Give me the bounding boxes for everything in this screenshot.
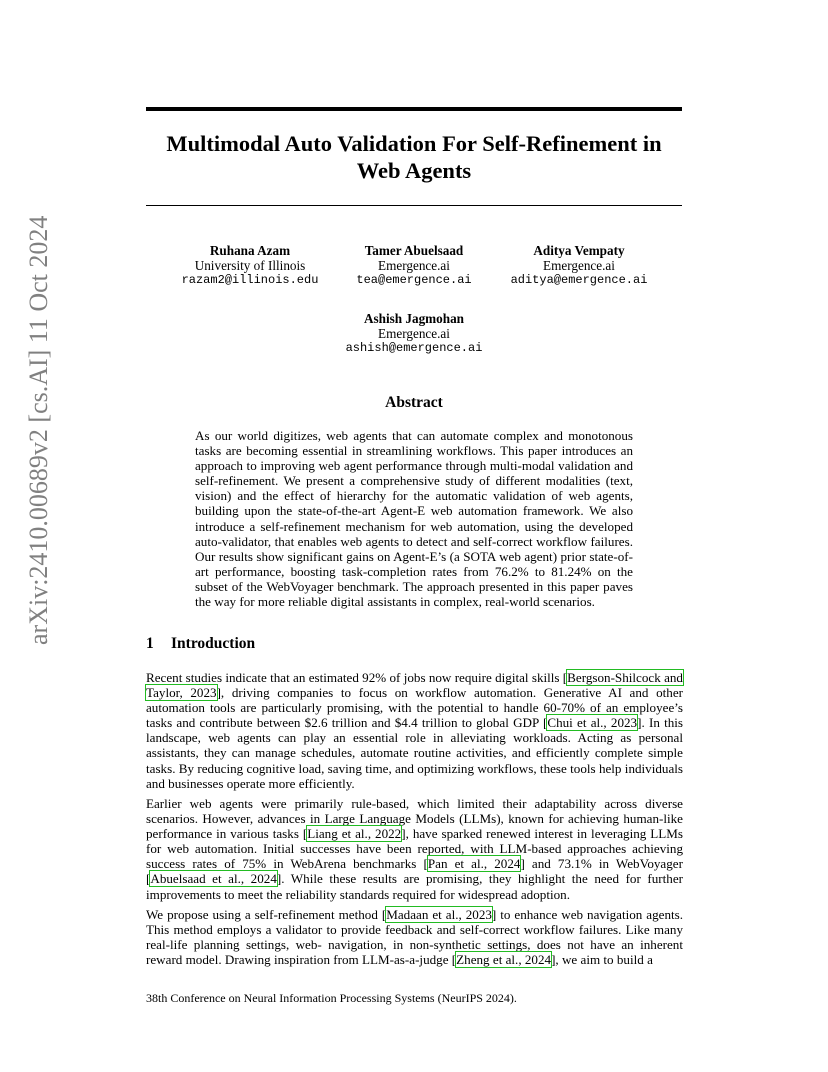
author-email[interactable]: ashish@emergence.ai <box>345 341 483 355</box>
author-name: Ruhana Azam <box>209 243 291 258</box>
author-name: Aditya Vempaty <box>533 243 625 258</box>
section-heading <box>146 635 255 653</box>
author-block <box>474 243 684 288</box>
author-email[interactable]: tea@emergence.ai <box>356 273 472 287</box>
author-affiliation: Emergence.ai <box>378 258 450 273</box>
intro-paragraph-1 <box>146 670 683 791</box>
title-line-2: Web Agents <box>356 158 472 183</box>
author-email[interactable]: aditya@emergence.ai <box>510 273 648 287</box>
paragraph-text: Recent studies indicate that an estimated 92% of jobs now require digital skills [ <box>146 670 568 685</box>
citation-link[interactable]: Liang et al., 2022 <box>307 826 402 842</box>
intro-paragraph-2 <box>146 796 683 902</box>
author-name: Tamer Abuelsaad <box>364 243 464 258</box>
author-email[interactable]: razam2@illinois.edu <box>181 273 319 287</box>
title-bottom-rule <box>146 205 682 206</box>
paragraph-text: ]. In this landscape, web agents can play an essential role in alleviating workloads. Acting as personal assistants, they can manage schedules, automate routine activities, and efficiently complete simple tasks. By reducing cognitive load, saving time, and optimizing workflows, these tools help individuals and businesses operate more efficiently. <box>146 715 683 791</box>
citation-link[interactable]: Bergson-Shilcock and Taylor, 2023 <box>146 670 683 701</box>
paragraph-text: ] and 73.1% in WebVoyager [ <box>146 856 683 887</box>
author-affiliation: Emergence.ai <box>378 326 450 341</box>
paragraph-text: ], we aim to build a <box>551 952 653 968</box>
section-title: Introduction <box>171 635 256 652</box>
paragraph-text: ] to enhance web navigation agents. This method employs a validator to provide feedback and self-correct workflow failures. Like many real-life planning settings, web- navigation, in non-synthetic settings, does not have an inherent reward model. Drawing inspiration from LLM-as-a-judge [ <box>146 907 684 968</box>
author-name: Ashish Jagmohan <box>363 311 465 326</box>
author-affiliation: Emergence.ai <box>543 258 615 273</box>
author-block <box>309 311 519 356</box>
intro-paragraph-3 <box>146 907 683 967</box>
arxiv-identifier-stamp: arXiv:2410.00689v2 [cs.AI] 11 Oct 2024 <box>24 215 53 645</box>
conference-footnote: 38th Conference on Neural Information Processing Systems (NeurIPS 2024). <box>146 991 517 1005</box>
title-top-rule <box>146 107 682 111</box>
abstract-text: As our world digitizes, web agents that can automate complex and monotonous tasks are becoming essential in streamlining workflows. This paper introduces an approach to improving web agent performance through multi-modal validation and self-refinement. We present a comprehensive study of different modalities (text, vision) and the effect of hierarchy for the automatic validation of web agents, building upon the state-of-the-art Agent-E web automation framework. We also introduce a self-refinement mechanism for web automation, using the developed auto-validator, that enables web agents to detect and self-correct workflow failures. Our results show significant gains on Agent-E’s (a SOTA web agent) prior state-of-art performance, boosting task-completion rates from 76.2% to 81.24% on the subset of the WebVoyager benchmark. The approach presented in this paper paves the way for more reliable digital assistants in complex, real-world scenarios. <box>195 428 633 610</box>
citation-link[interactable]: Madaan et al., 2023 <box>386 907 492 922</box>
paragraph-text: Earlier web agents were primarily rule-based, which limited their adaptability across diverse scenarios. However, advances in Large Language Models (LLMs), known for achieving human-like performance in various tasks [ <box>146 796 683 842</box>
paragraph-text: ], driving companies to focus on workflow automation. Generative AI and other automation tools are particularly promising, with the potential to handle 60-70% of an employee’s tasks and contribute between $2.6 trillion and $4.4 trillion to global GDP [ <box>146 685 683 731</box>
citation-link[interactable]: Zheng et al., 2024 <box>456 952 552 968</box>
paragraph-text: We propose using a self-refinement method [ <box>146 907 387 922</box>
citation-link[interactable]: Pan et al., 2024 <box>427 856 521 872</box>
paragraph-text: ]. While these results are promising, they highlight the need for further improvements to meet the reliability standards required for widespread adoption. <box>146 871 683 902</box>
title-line-1: Multimodal Auto Validation For Self-Refinement in <box>166 131 662 156</box>
citation-link[interactable]: Chui et al., 2023 <box>547 715 638 731</box>
paper-title <box>146 130 682 184</box>
abstract-heading: Abstract <box>385 394 443 411</box>
section-number: 1 <box>146 635 154 652</box>
citation-link[interactable]: Abuelsaad et al., 2024 <box>150 871 277 887</box>
paragraph-text: ], have sparked renewed interest in leveraging LLMs for web automation. Initial successes have been reported, with LLM-based approaches achieving success rates of 75% in WebArena benchmarks [ <box>146 826 683 872</box>
author-affiliation: University of Illinois <box>194 258 306 273</box>
